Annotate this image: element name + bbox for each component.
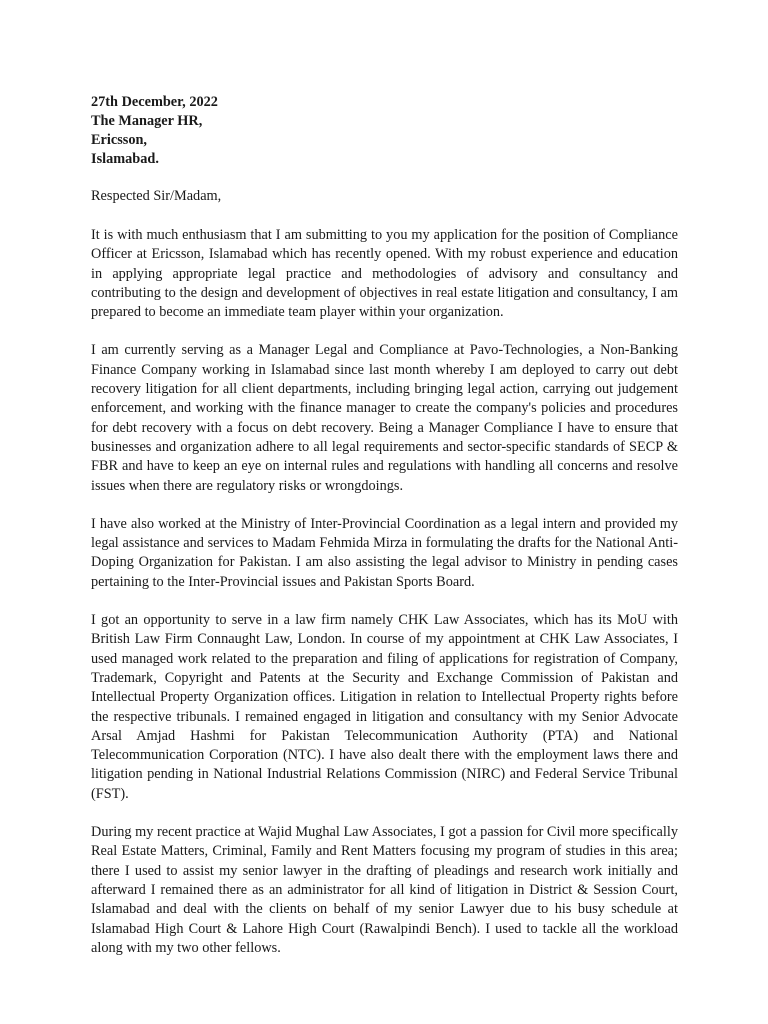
letter-header bbox=[91, 93, 678, 169]
letter-date: 27th December, 2022 bbox=[91, 94, 218, 110]
recipient-company: Ericsson, bbox=[91, 132, 148, 148]
salutation: Respected Sir/Madam, bbox=[91, 188, 222, 204]
recipient-title: The Manager HR, bbox=[91, 113, 203, 129]
paragraph-ministry: I have also worked at the Ministry of Inter-Provincial Coordination as a legal intern and provided my legal assistance and services to Madam Fehmida Mirza in formulating the drafts for the National Anti-Doping Organization for Pakistan. I am also assisting the legal advisor to Ministry in pending cases pertaining to the Inter-Provincial issues and Pakistan Sports Board. bbox=[91, 515, 678, 590]
paragraph-current-role: I am currently serving as a Manager Legal and Compliance at Pavo-Technologies, a Non-Banking Finance Company working in Islamabad since last month whereby I am deployed to carry out debt recovery litigation for all client departments, including bringing legal action, carrying out judgement enforcement, and working with the finance manager to create the company's policies and procedures for debt recovery with a focus on debt recovery. Being a Manager Compliance I have to ensure that businesses and organization adhere to all legal requirements and sector-specific standards of SECP & FBR and have to keep an eye on internal rules and regulations with handling all concerns and resolve issues when there are regulatory risks or wrongdoings. bbox=[91, 342, 678, 494]
paragraph-chk-law: I got an opportunity to serve in a law firm namely CHK Law Associates, which has its MoU with British Law Firm Connaught Law, London. In course of my appointment at CHK Law Associates, I used managed work related to the preparation and filing of applications for registration of Company, Trademark, Copyright and Patents at the Security and Exchange Commission of Pakistan and Intellectual Property Organization offices. Litigation in relation to Intellectual Property rights before the respective tribunals. I remained engaged in litigation and consultancy with my Senior Advocate Arsal Amjad Hashmi for Pakistan Telecommunication Authority (PTA) and National Telecommunication Corporation (NTC). I have also dealt there with the employment laws there and litigation pending in National Industrial Relations Commission (NIRC) and Federal Service Tribunal (FST). bbox=[91, 612, 678, 802]
recipient-city: Islamabad. bbox=[91, 151, 159, 167]
paragraph-wajid-mughal: During my recent practice at Wajid Mughal Law Associates, I got a passion for Civil more specifically Real Estate Matters, Criminal, Family and Rent Matters focusing my program of studies in this area; there I used to assist my senior lawyer in the drafting of pleadings and research work initially and afterward I remained there as an administrator for all kind of litigation in District & Session Court, Islamabad and deal with the clients on behalf of my senior Lawyer due to his busy schedule at Islamabad High Court & Lahore High Court (Rawalpindi Bench). I used to tackle all the workload along with my two other fellows. bbox=[91, 824, 678, 956]
paragraph-intro: It is with much enthusiasm that I am submitting to you my application for the position of Compliance Officer at Ericsson, Islamabad which has recently opened. With my robust experience and education in applying appropriate legal practice and methodologies of advisory and consultancy and contributing to the design and development of objectives in real estate litigation and consultancy, I am prepared to become an immediate team player within your organization. bbox=[91, 227, 678, 321]
